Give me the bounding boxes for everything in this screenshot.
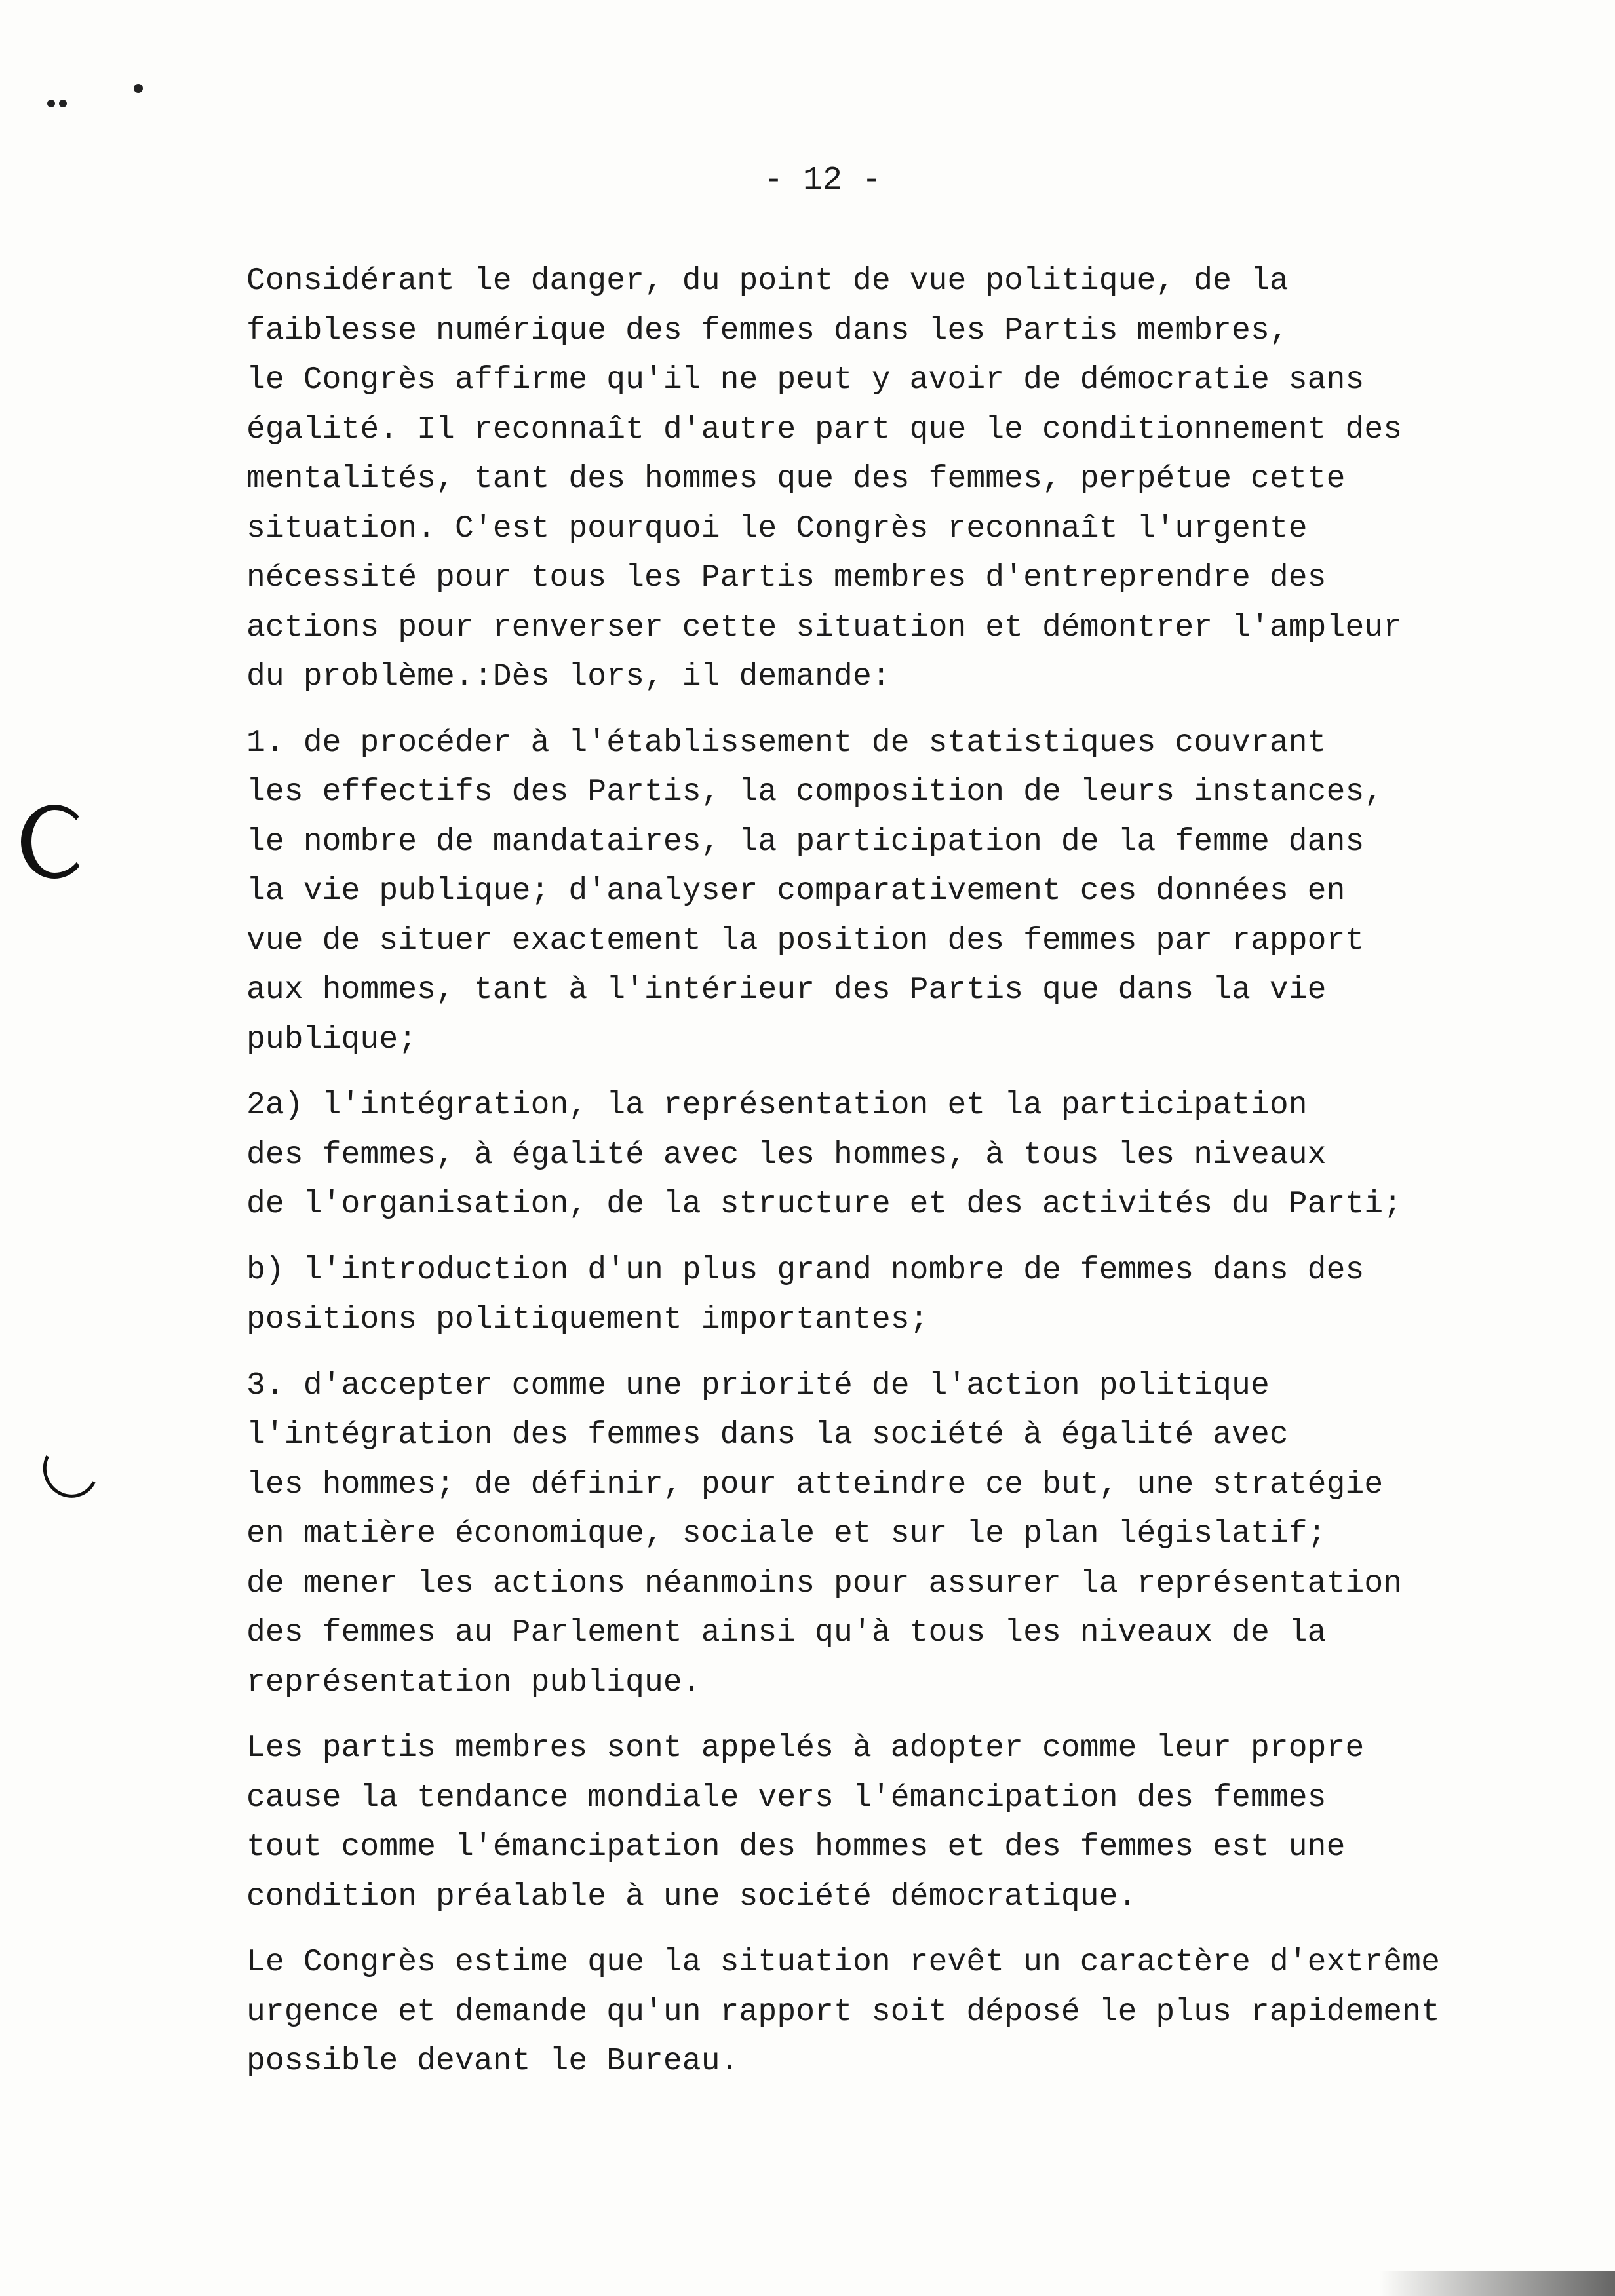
text-line: l'intégration des femmes dans la société à égalité avec xyxy=(246,1417,1289,1453)
text-line: les hommes; de définir, pour atteindre ce but, une stratégie xyxy=(246,1466,1384,1502)
text-line: nécessité pour tous les Partis membres d'entreprendre des xyxy=(246,560,1327,596)
paragraph-conclusion xyxy=(246,1938,1531,2087)
text-line: représentation publique. xyxy=(246,1664,701,1700)
text-line: cause la tendance mondiale vers l'émancipation des femmes xyxy=(246,1780,1327,1816)
text-line: possible devant le Bureau. xyxy=(246,2044,739,2079)
text-line: tout comme l'émancipation des hommes et des femmes est une xyxy=(246,1829,1346,1865)
text-line: situation. C'est pourquoi le Congrès reconnaît l'urgente xyxy=(246,510,1308,546)
paragraph-item-2a xyxy=(246,1081,1531,1230)
text-line: aux hommes, tant à l'intérieur des Partis que dans la vie xyxy=(246,972,1327,1008)
text-line: du problème.:Dès lors, il demande: xyxy=(246,659,891,695)
text-line: les effectifs des Partis, la composition de leurs instances, xyxy=(246,775,1384,810)
text-line: actions pour renverser cette situation et démontrer l'ampleur xyxy=(246,609,1403,645)
document-body xyxy=(246,257,1531,2103)
text-line: des femmes au Parlement ainsi qu'à tous les niveaux de la xyxy=(246,1615,1327,1651)
paragraph-item-1 xyxy=(246,719,1531,1065)
text-line: 3. d'accepter comme une priorité de l'action politique xyxy=(246,1368,1270,1404)
text-line: faiblesse numérique des femmes dans les Partis membres, xyxy=(246,313,1289,349)
text-line: b) l'introduction d'un plus grand nombre de femmes dans des xyxy=(246,1252,1365,1288)
text-line: de mener les actions néanmoins pour assurer la représentation xyxy=(246,1565,1403,1601)
text-line: urgence et demande qu'un rapport soit déposé le plus rapidement xyxy=(246,1994,1440,2030)
punch-hole-mark xyxy=(35,1433,106,1505)
text-line: mentalités, tant des hommes que des femmes, perpétue cette xyxy=(246,461,1346,497)
text-line: Le Congrès estime que la situation revêt un caractère d'extrême xyxy=(246,1945,1440,1980)
paragraph-item-2b xyxy=(246,1246,1531,1345)
scan-dot xyxy=(134,84,143,93)
scan-dot xyxy=(59,100,67,107)
paragraph-intro xyxy=(246,257,1531,702)
text-line: le Congrès affirme qu'il ne peut y avoir de démocratie sans xyxy=(246,362,1365,398)
page-number: - 12 - xyxy=(764,162,882,199)
scan-dot xyxy=(47,100,55,107)
text-line: vue de situer exactement la position des femmes par rapport xyxy=(246,923,1365,959)
paragraph-item-3 xyxy=(246,1362,1531,1708)
text-line: de l'organisation, de la structure et des activités du Parti; xyxy=(246,1187,1403,1222)
paragraph-member-parties xyxy=(246,1724,1531,1922)
scan-smudge xyxy=(1379,2271,1615,2296)
text-line: positions politiquement importantes; xyxy=(246,1302,929,1337)
text-line: Les partis membres sont appelés à adopter comme leur propre xyxy=(246,1731,1365,1766)
text-line: 2a) l'intégration, la représentation et la participation xyxy=(246,1088,1308,1123)
text-line: égalité. Il reconnaît d'autre part que le conditionnement des xyxy=(246,411,1403,448)
text-line: le nombre de mandataires, la participation de la femme dans xyxy=(246,824,1365,860)
punch-hole-mark xyxy=(21,805,88,879)
text-line: condition préalable à une société démocratique. xyxy=(246,1879,1137,1915)
text-line: en matière économique, sociale et sur le plan législatif; xyxy=(246,1516,1327,1552)
text-line: la vie publique; d'analyser comparativement ces données en xyxy=(246,873,1346,909)
text-line: des femmes, à égalité avec les hommes, à tous les niveaux xyxy=(246,1137,1327,1173)
text-line: Considérant le danger, du point de vue politique, de la xyxy=(246,263,1289,299)
text-line: 1. de procéder à l'établissement de statistiques couvrant xyxy=(246,725,1327,761)
text-line: publique; xyxy=(246,1022,418,1058)
